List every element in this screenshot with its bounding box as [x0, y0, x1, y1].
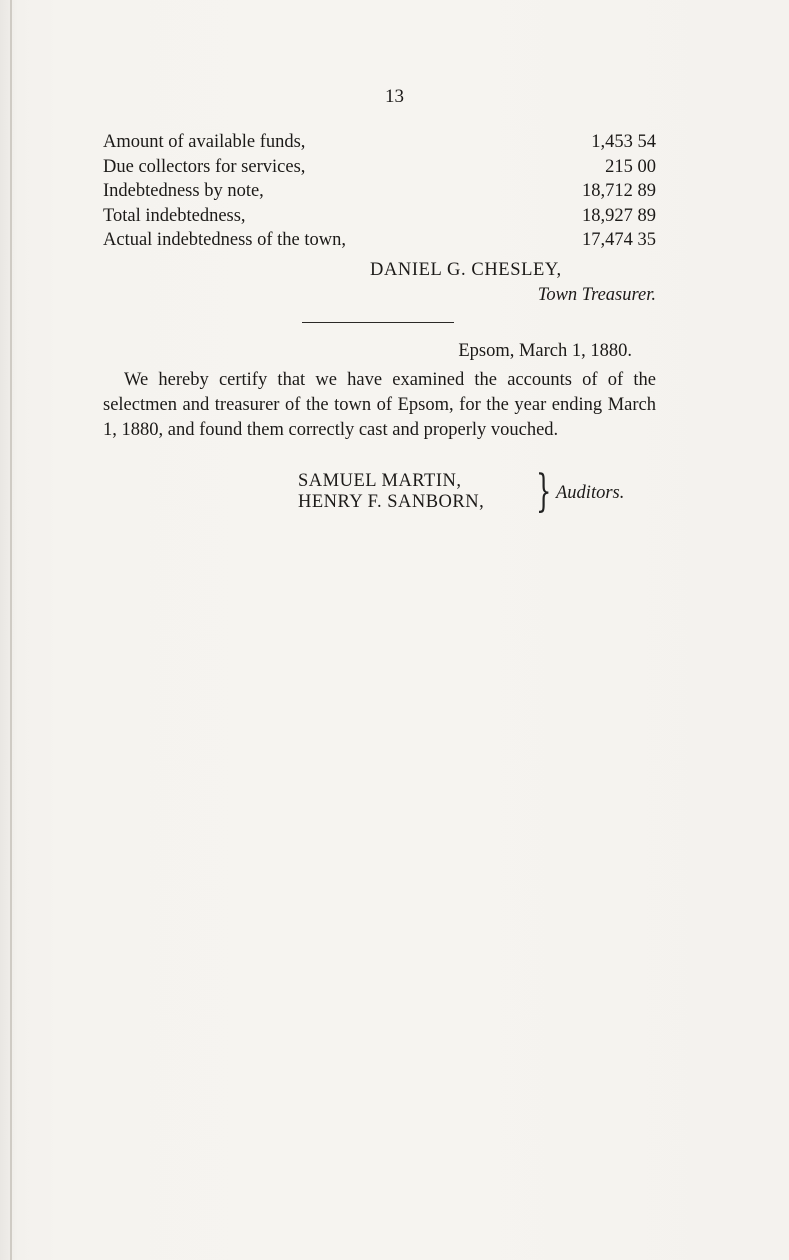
- ledger-row: [103, 130, 656, 155]
- auditor-name: SAMUEL MARTIN,: [298, 471, 462, 491]
- page-edge-shadow: [10, 0, 12, 1260]
- ledger-amount: 1,453 54: [591, 132, 656, 152]
- ledger-table: [103, 130, 656, 253]
- auditors-title: Auditors.: [556, 483, 625, 503]
- ledger-row: [103, 204, 656, 229]
- ledger-row: [103, 228, 656, 253]
- ledger-label: Actual indebtedness of the town,: [103, 230, 347, 250]
- ledger-amount: 18,927 89: [582, 205, 656, 226]
- ledger-label: Total indebtedness,: [103, 205, 246, 226]
- ledger-amount: 17,474 35: [582, 230, 656, 250]
- page-number: 13: [385, 86, 404, 107]
- ledger-row: [103, 155, 656, 180]
- ledger-label: Indebtedness by note,: [103, 181, 264, 201]
- ledger-amount: 215 00: [605, 156, 656, 177]
- brace-icon: }: [536, 466, 552, 517]
- treasurer-title: Town Treasurer.: [537, 285, 656, 305]
- auditor-name: HENRY F. SANBORN,: [298, 492, 485, 512]
- ledger-amount: 18,712 89: [582, 181, 656, 201]
- auditors-signature-block: [298, 466, 625, 517]
- treasurer-name: DANIEL G. CHESLEY,: [370, 260, 562, 280]
- audit-certificate: We hereby certify that we have examined the accounts of of the selectmen and treasurer of the town of Epsom, for the year ending March 1, 1880, and found them correctly cast and properly vouched.: [103, 370, 656, 440]
- ledger-label: Amount of available funds,: [103, 132, 306, 152]
- ledger-row: [103, 179, 656, 204]
- ledger-label: Due collectors for services,: [103, 156, 306, 177]
- dateline: Epsom, March 1, 1880.: [458, 341, 632, 361]
- section-divider: [302, 322, 454, 323]
